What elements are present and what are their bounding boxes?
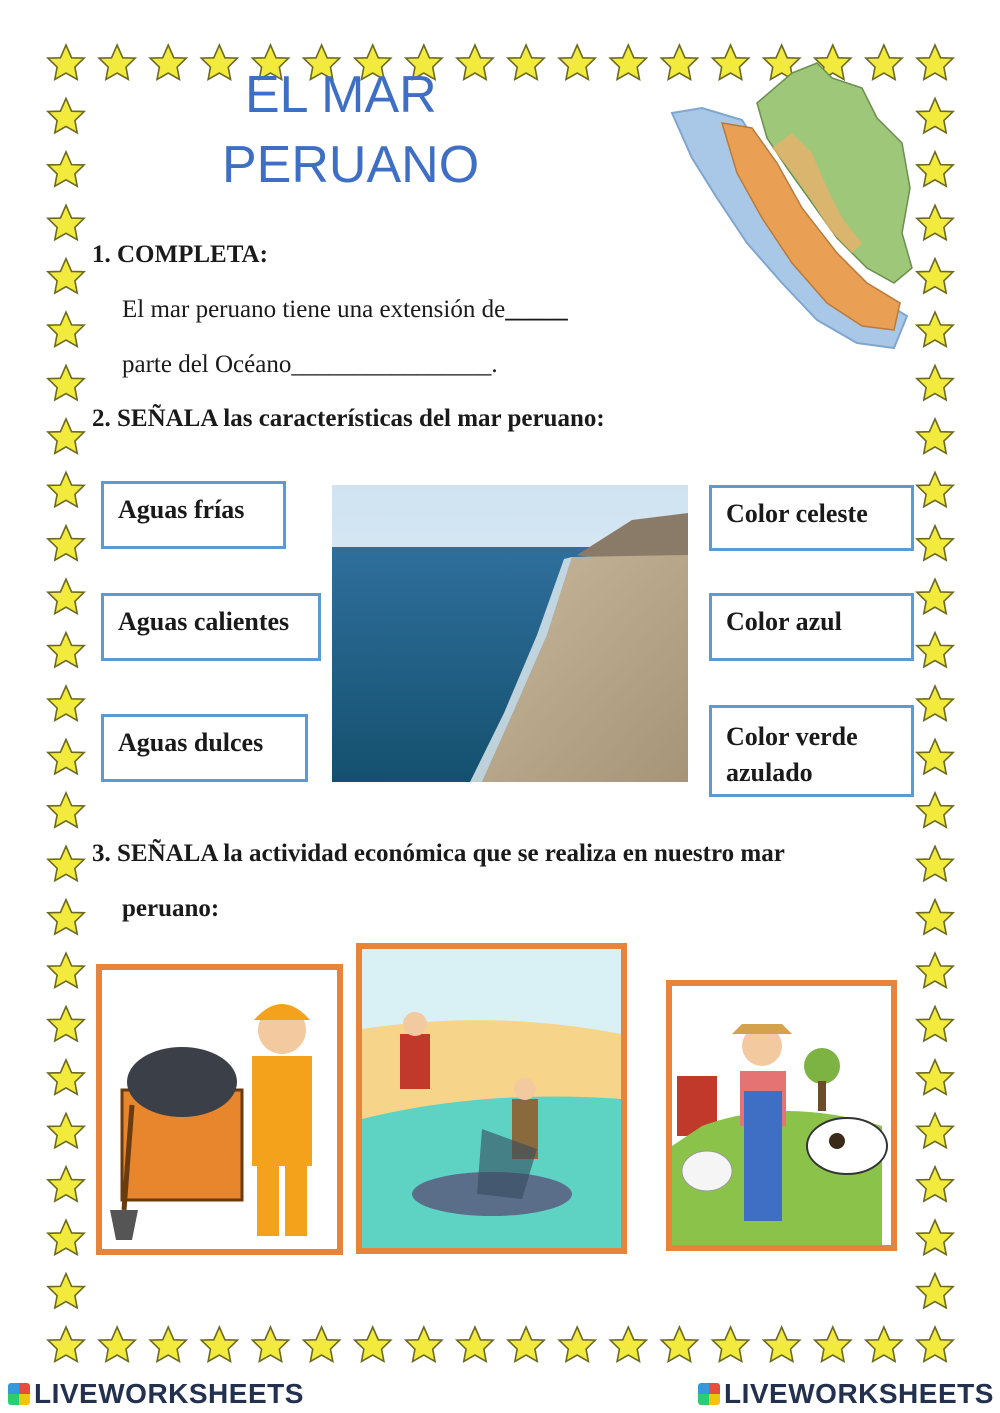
star-icon — [917, 312, 953, 346]
question-3-heading: 3. SEÑALA la actividad económica que se realiza en nuestro mar — [92, 840, 785, 867]
star-icon — [917, 846, 953, 880]
miner-illustration — [102, 970, 337, 1249]
star-icon — [48, 259, 84, 293]
star-icon — [48, 152, 84, 186]
star-icon — [917, 45, 953, 79]
star-icon — [917, 579, 953, 613]
peru-map-image — [662, 58, 922, 358]
star-icon — [661, 1327, 697, 1361]
star-icon — [508, 45, 544, 79]
star-icon — [150, 1327, 186, 1361]
farming-activity-option[interactable] — [666, 980, 897, 1251]
star-icon — [610, 45, 646, 79]
star-icon — [917, 686, 953, 720]
star-icon — [48, 526, 84, 560]
star-icon — [917, 1327, 953, 1361]
star-icon — [48, 312, 84, 346]
star-icon — [917, 259, 953, 293]
question-1-text-1: El mar peruano tiene una extensión de — [122, 296, 506, 323]
star-icon — [48, 1220, 84, 1254]
star-icon — [48, 1327, 84, 1361]
star-icon — [48, 739, 84, 773]
star-icon — [48, 579, 84, 613]
star-icon — [48, 1060, 84, 1094]
question-3-heading-line2: peruano: — [122, 895, 220, 922]
star-icon — [917, 472, 953, 506]
brand-left-text: LIVEWORKSHEETS — [34, 1378, 304, 1409]
star-icon — [917, 1167, 953, 1201]
star-icon — [201, 1327, 237, 1361]
option-aguas-dulces[interactable]: Aguas dulces — [101, 714, 308, 782]
star-icon — [355, 1327, 391, 1361]
star-icon — [48, 1274, 84, 1308]
star-icon — [48, 1167, 84, 1201]
question-1-line-2 — [122, 351, 498, 379]
star-icon — [48, 1007, 84, 1041]
star-icon — [406, 1327, 442, 1361]
star-icon — [559, 1327, 595, 1361]
star-icon — [712, 1327, 748, 1361]
liveworksheets-logo-right — [698, 1378, 994, 1410]
star-icon — [917, 152, 953, 186]
page-title-line2: PERUANO — [222, 136, 480, 194]
star-icon — [48, 366, 84, 400]
farmer-illustration — [672, 986, 891, 1245]
star-icon — [917, 1060, 953, 1094]
ocean-blank[interactable]: ________________ — [291, 351, 492, 378]
star-icon — [917, 98, 953, 132]
option-aguas-calientes[interactable]: Aguas calientes — [101, 593, 321, 661]
mining-activity-option[interactable] — [96, 964, 343, 1255]
star-icon — [917, 900, 953, 934]
option-color-verde-azulado[interactable]: Color verde azulado — [709, 705, 914, 797]
star-icon — [48, 419, 84, 453]
star-icon — [457, 1327, 493, 1361]
extension-blank[interactable]: _____ — [505, 296, 568, 323]
option-color-azul[interactable]: Color azul — [709, 593, 914, 661]
star-icon — [457, 45, 493, 79]
star-icon — [815, 1327, 851, 1361]
star-icon — [48, 900, 84, 934]
option-color-celeste[interactable]: Color celeste — [709, 485, 914, 551]
liveworksheets-logo-left — [8, 1378, 304, 1410]
star-icon — [917, 1007, 953, 1041]
period: . — [491, 351, 498, 378]
star-icon — [252, 1327, 288, 1361]
star-icon — [48, 633, 84, 667]
star-icon — [508, 1327, 544, 1361]
star-icon — [48, 953, 84, 987]
star-icon — [99, 45, 135, 79]
peruvian-coast-photo — [332, 485, 688, 782]
star-icon — [917, 366, 953, 400]
star-icon — [48, 793, 84, 827]
star-icon — [303, 1327, 339, 1361]
question-2-heading: 2. SEÑALA las características del mar peruano: — [92, 405, 605, 432]
star-icon — [48, 98, 84, 132]
star-icon — [48, 45, 84, 79]
liveworksheets-icon — [8, 1383, 30, 1405]
question-1-heading: 1. COMPLETA: — [92, 241, 268, 268]
star-icon — [48, 205, 84, 239]
star-icon — [917, 793, 953, 827]
option-aguas-frias[interactable]: Aguas frías — [101, 481, 286, 549]
question-1-line-1 — [122, 296, 568, 324]
fishing-activity-option[interactable] — [356, 943, 627, 1254]
star-icon — [48, 686, 84, 720]
liveworksheets-icon — [698, 1383, 720, 1405]
star-icon — [99, 1327, 135, 1361]
star-icon — [764, 1327, 800, 1361]
star-icon — [917, 739, 953, 773]
star-icon — [866, 1327, 902, 1361]
star-icon — [48, 1113, 84, 1147]
star-icon — [917, 1220, 953, 1254]
star-icon — [48, 846, 84, 880]
page-title: EL MAR — [245, 66, 437, 124]
brand-right-text: LIVEWORKSHEETS — [724, 1378, 994, 1409]
star-icon — [150, 45, 186, 79]
star-icon — [610, 1327, 646, 1361]
star-icon — [201, 45, 237, 79]
star-icon — [559, 45, 595, 79]
star-icon — [917, 633, 953, 667]
star-icon — [917, 526, 953, 560]
star-icon — [917, 419, 953, 453]
star-icon — [917, 1113, 953, 1147]
question-1-text-2: parte del Océano — [122, 351, 292, 378]
fishermen-illustration — [362, 949, 621, 1248]
star-icon — [48, 472, 84, 506]
star-icon — [917, 953, 953, 987]
star-icon — [917, 1274, 953, 1308]
star-icon — [917, 205, 953, 239]
